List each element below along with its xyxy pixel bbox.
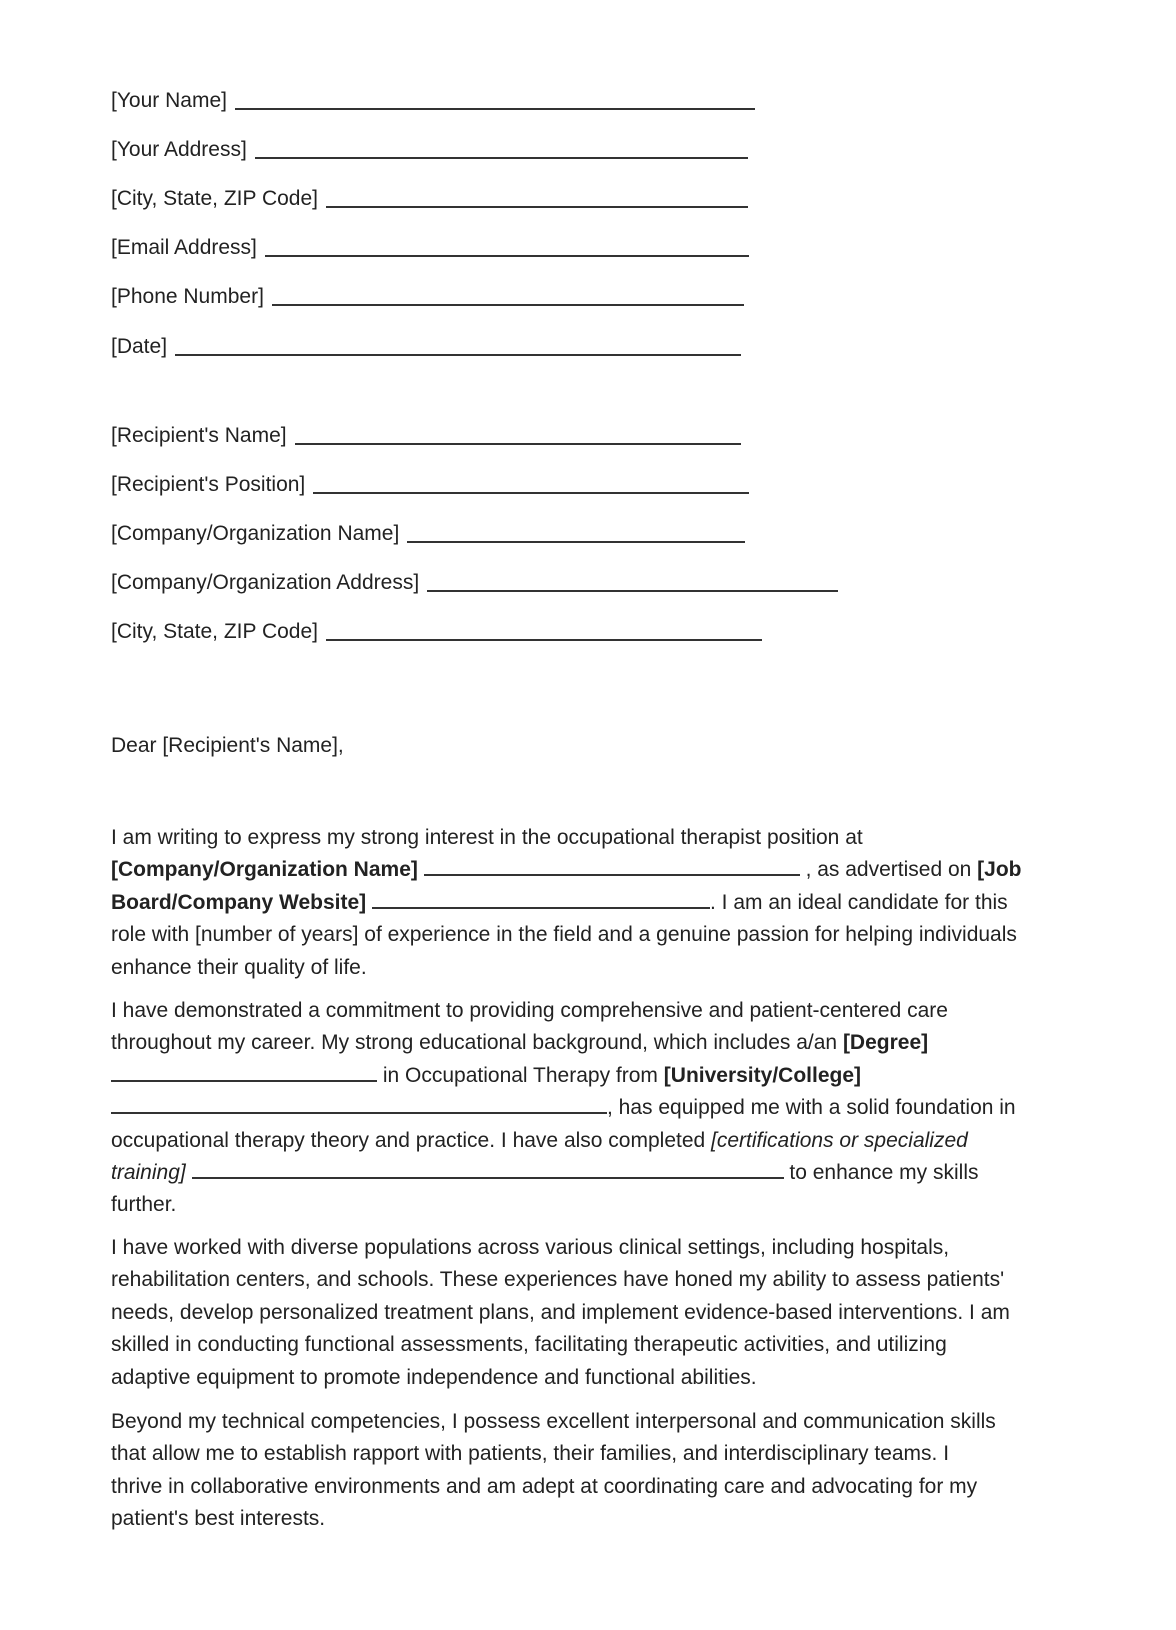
sender-email-field — [111, 235, 749, 261]
paragraph-education — [111, 995, 1031, 1222]
fill-in-blank[interactable] — [295, 443, 741, 445]
university-placeholder: [University/College] — [663, 1063, 861, 1087]
salutation: Dear [Recipient's Name], — [111, 734, 344, 757]
certifications-blank[interactable] — [192, 1177, 784, 1179]
recipient-position-field — [111, 472, 749, 498]
recipient-name-field — [111, 423, 741, 449]
field-label: [Company/Organization Name] — [111, 522, 400, 545]
company-name-field — [111, 521, 745, 547]
paragraph-text: , as advertised on — [805, 858, 972, 882]
fill-in-blank[interactable] — [255, 157, 748, 159]
fill-in-blank[interactable] — [313, 492, 749, 494]
website-placeholder: [Job Board/Company Website] — [111, 858, 1022, 914]
fill-in-blank[interactable] — [265, 255, 749, 257]
field-label: [Phone Number] — [111, 285, 264, 308]
degree-blank[interactable] — [111, 1080, 377, 1082]
fill-in-blank[interactable] — [326, 206, 748, 208]
company-blank[interactable] — [424, 874, 800, 876]
sender-city-field — [111, 186, 748, 212]
fill-in-blank[interactable] — [235, 108, 755, 110]
date-field — [111, 334, 741, 360]
field-label: [City, State, ZIP Code] — [111, 187, 318, 210]
paragraph-text: , has equipped me with a solid foundation in occupational therapy theory and practice. I have also completed — [111, 1096, 1016, 1152]
field-label: [Date] — [111, 335, 168, 358]
field-label: [Company/Organization Address] — [111, 571, 420, 594]
paragraph-text: to enhance my skills further. — [111, 1161, 979, 1217]
field-label: [Recipient's Name] — [111, 424, 287, 447]
paragraph-experience: I have worked with diverse populations across various clinical settings, including hospitals, rehabilitation centers, and schools. These experiences have honed my ability to assess patients' needs, develop personalized treatment plans, and implement evidence-based interventions. I am skilled in conducting functional assessments, facilitating therapeutic activities, and utilizing adaptive equipment to promote independence and functional abilities. — [111, 1236, 1010, 1389]
fill-in-blank[interactable] — [175, 354, 741, 356]
paragraph-text: in Occupational Therapy from — [382, 1063, 658, 1087]
paragraph-text: I am writing to express my strong interest in the occupational therapist position at — [111, 826, 863, 849]
website-blank[interactable] — [372, 907, 710, 909]
field-label: [City, State, ZIP Code] — [111, 620, 318, 643]
sender-phone-field — [111, 284, 744, 310]
field-label: [Your Address] — [111, 138, 247, 161]
certifications-placeholder: [certifications or specialized training] — [111, 1128, 968, 1185]
fill-in-blank[interactable] — [326, 639, 762, 641]
company-placeholder: [Company/Organization Name] — [111, 858, 418, 882]
fill-in-blank[interactable] — [427, 590, 838, 592]
paragraph-text: I have demonstrated a commitment to providing comprehensive and patient-centered care throughout my career. My strong educational background, which includes a/an — [111, 999, 948, 1055]
sender-name-field — [111, 88, 755, 114]
university-blank[interactable] — [111, 1112, 607, 1114]
field-label: [Email Address] — [111, 236, 257, 259]
field-label: [Recipient's Position] — [111, 473, 306, 496]
fill-in-blank[interactable] — [407, 541, 745, 543]
company-address-field — [111, 570, 838, 596]
fill-in-blank[interactable] — [272, 304, 744, 306]
paragraph-intro — [111, 822, 1023, 984]
field-label: [Your Name] — [111, 89, 227, 112]
recipient-city-field — [111, 619, 762, 645]
paragraph-skills: Beyond my technical competencies, I possess excellent interpersonal and communication skills that allow me to establish rapport with patients, their families, and interdisciplinary teams. I thrive in collaborative environments and am adept at coordinating care and advocating for my patient's best interests. — [111, 1410, 996, 1531]
degree-placeholder: [Degree] — [842, 1031, 929, 1055]
paragraph-text: . I am an ideal candidate for this role with [number of years] of experience in the field and a genuine passion for helping individuals enhance their quality of life. — [111, 890, 1017, 979]
sender-address-field — [111, 137, 748, 163]
